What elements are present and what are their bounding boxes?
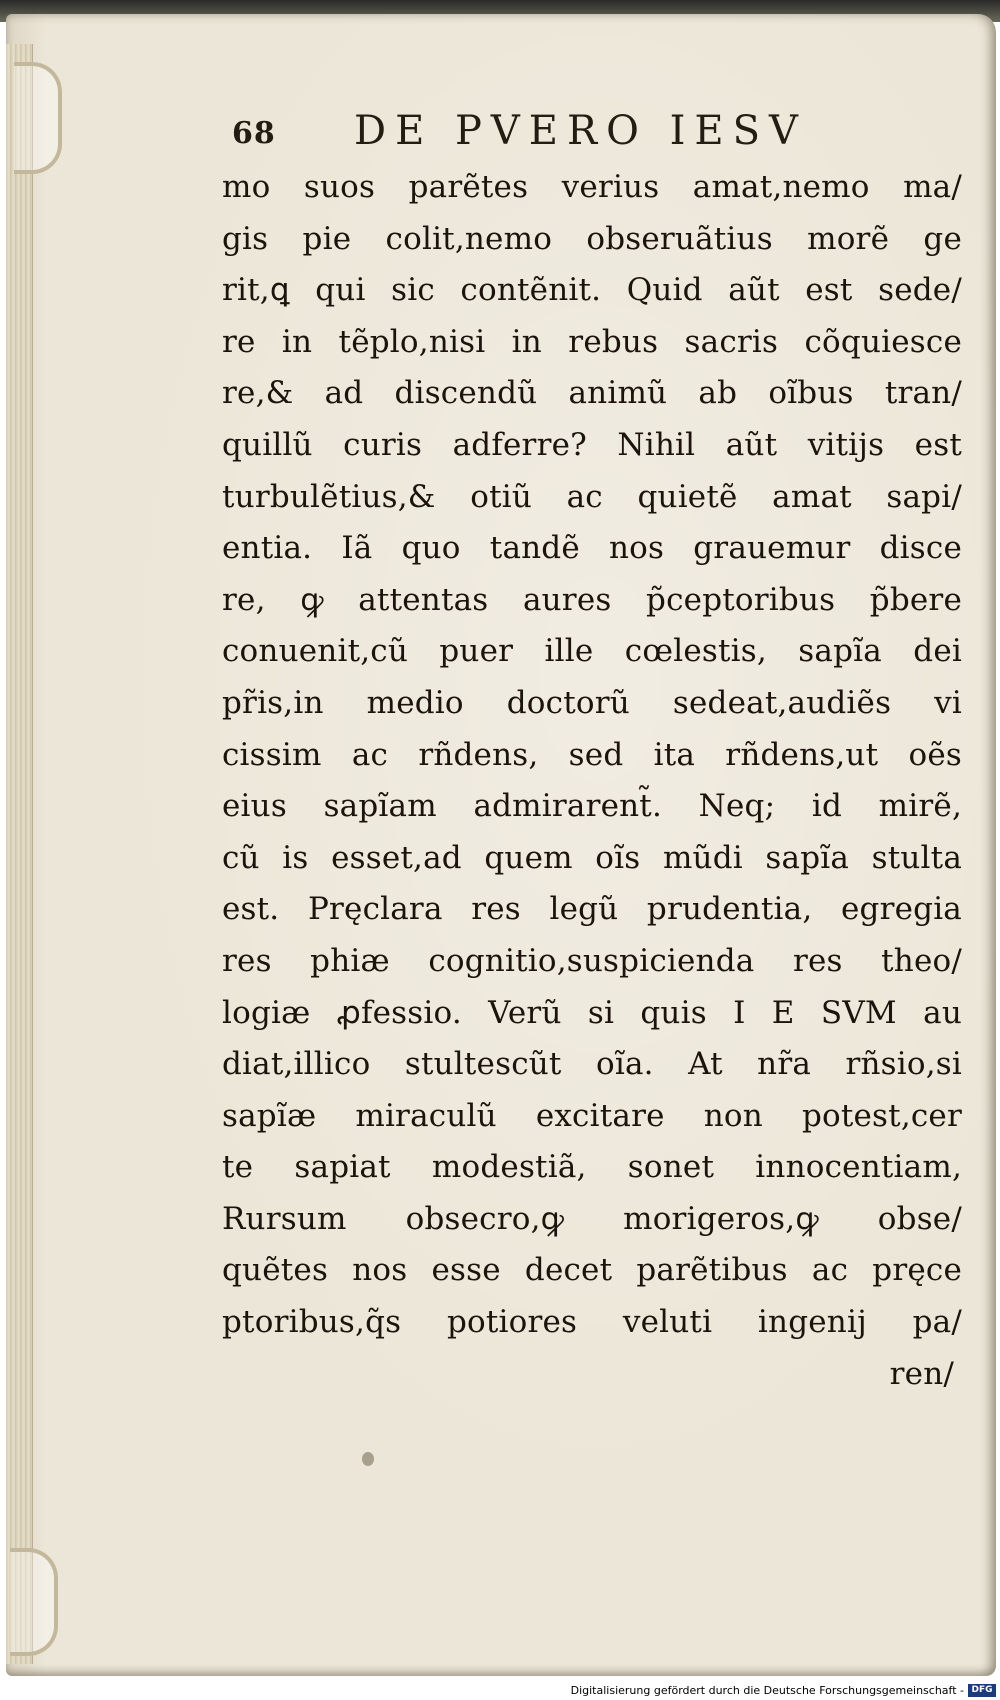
catchword: ren/ — [889, 1355, 954, 1392]
page-edges — [6, 44, 33, 1664]
text-line: re, ꝙ attentas aures p̃ceptoribus p̃bere — [222, 581, 962, 618]
page-number: 68 — [232, 116, 276, 151]
text-line: entia. Iã quo tandẽ nos grauemur disce — [222, 530, 962, 567]
text-line: re in tẽplo,nisi in rebus sacris cõquiesce — [222, 323, 962, 360]
text-line: diat,illico stultescũt oĩa. At nr̃a rñsio,si — [222, 1046, 962, 1083]
digitization-footer — [0, 1682, 1000, 1700]
text-line: turbulẽtius,& otiũ ac quietẽ amat sapi/ — [222, 478, 962, 515]
text-line: logiæ ꝓfessio. Verũ si quis I E SVM au — [222, 994, 962, 1031]
text-line: ptoribus,q̃s potiores veluti ingenij pa/ — [222, 1304, 962, 1341]
page-header — [232, 108, 872, 158]
text-line: re,& ad discendũ animũ ab oĩbus tran/ — [222, 375, 962, 412]
paper-speck — [362, 1452, 374, 1466]
page-clip-bottom — [10, 1548, 58, 1656]
page-clip-top — [14, 62, 62, 174]
text-line: quillũ curis adferre? Nihil aũt vitijs est — [222, 426, 962, 463]
text-line: mo suos parẽtes verius amat,nemo ma/ — [222, 169, 962, 205]
text-line: res phiæ cognitio,suspicienda res theo/ — [222, 942, 962, 979]
dfg-logo: DFG — [968, 1684, 996, 1697]
text-line: cissim ac rñdens, sed ita rñdens,ut oẽs — [222, 736, 962, 773]
text-line: quẽtes nos esse decet parẽtibus ac pręce — [222, 1252, 962, 1289]
text-line: cũ is esset,ad quem oĩs mũdi sapĩa stulta — [222, 839, 962, 876]
text-line: te sapiat modestiã, sonet innocentiam, — [222, 1149, 962, 1186]
text-line: sapĩæ miraculũ excitare non potest,cer — [222, 1097, 962, 1134]
text-line: pr̃is,in medio doctorũ sedeat,audiẽs vi — [222, 684, 962, 721]
text-line: Rursum obsecro,ꝙ morigeros,ꝙ obse/ — [222, 1200, 962, 1237]
text-line: rit,ꝗ qui sic contẽnit. Quid aũt est sede/ — [222, 272, 962, 309]
text-line: gis pie colit,nemo obseruãtius morẽ ge — [222, 220, 962, 257]
running-title: DE PVERO IESV — [354, 108, 807, 154]
funding-credit: Digitalisierung gefördert durch die Deutsche Forschungsgemeinschaft - — [570, 1684, 964, 1697]
text-line: conuenit,cũ puer ille cœlestis, sapĩa dei — [222, 633, 962, 670]
text-line: est. Pręclara res legũ prudentia, egregia — [222, 891, 962, 928]
text-line: eius sapĩam admirarent̃. Neq; id mirẽ, — [222, 788, 962, 825]
body-text — [222, 162, 962, 1400]
